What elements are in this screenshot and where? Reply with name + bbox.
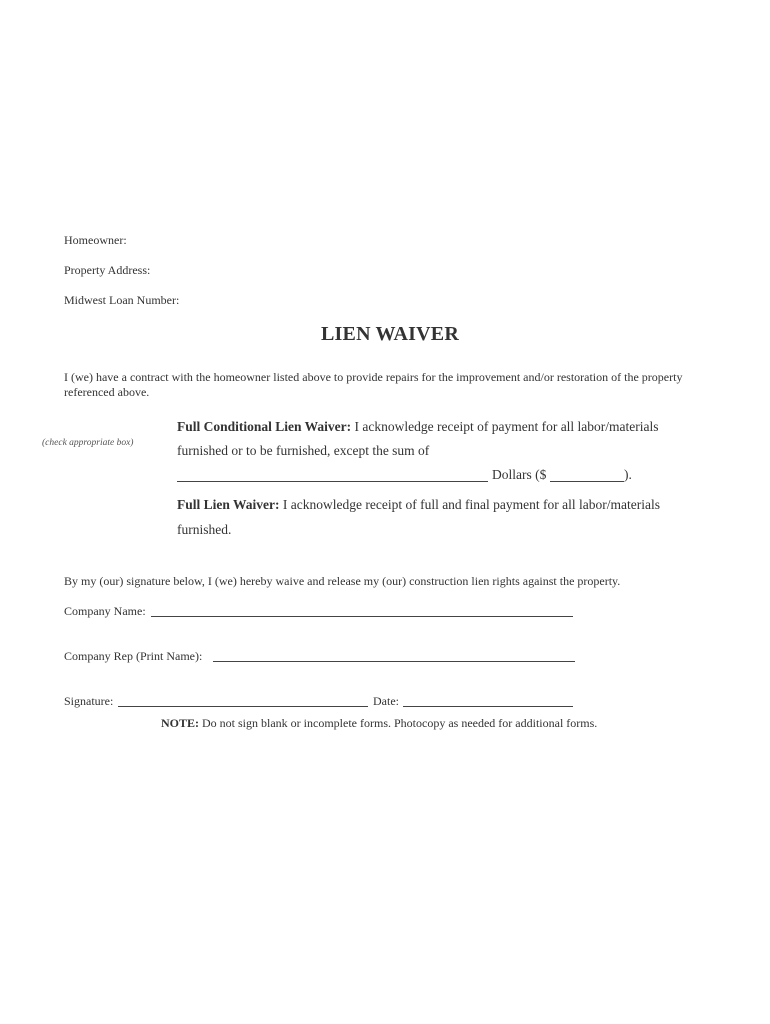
excepted-sum-amount-field[interactable] <box>550 481 624 482</box>
date-field[interactable] <box>403 706 573 707</box>
intro-line-1: I (we) have a contract with the homeowner listed above to provide repairs for the improvement and/or restoration of the property <box>64 370 683 384</box>
full-waiver-line-1 <box>177 497 660 513</box>
intro-line-2: referenced above. <box>64 385 150 399</box>
date-label: Date: <box>373 694 399 708</box>
full-waiver-text-1: I acknowledge receipt of full and final payment for all labor/materials <box>279 497 660 512</box>
note-line <box>161 716 597 731</box>
full-waiver-heading: Full Lien Waiver: <box>177 497 280 512</box>
company-name-field[interactable] <box>151 616 573 617</box>
signature-field[interactable] <box>118 706 368 707</box>
signature-label: Signature: <box>64 694 114 708</box>
loan-number-label: Midwest Loan Number: <box>64 293 180 307</box>
check-box-note: (check appropriate box) <box>42 438 134 448</box>
excepted-sum-words-field[interactable] <box>177 481 488 482</box>
conditional-waiver-heading: Full Conditional Lien Waiver: <box>177 419 352 434</box>
release-statement: By my (our) signature below, I (we) hereby waive and release my (our) construction lien rights against the property. <box>64 574 621 588</box>
note-label: NOTE: <box>161 716 200 730</box>
dollars-prefix: Dollars ($ <box>492 467 547 482</box>
conditional-waiver-line-1 <box>177 419 659 435</box>
conditional-waiver-text-2: furnished or to be furnished, except the sum of <box>177 443 430 458</box>
property-address-label: Property Address: <box>64 263 151 277</box>
page-title: LIEN WAIVER <box>321 323 459 345</box>
conditional-waiver-text-1: I acknowledge receipt of payment for all labor/materials <box>351 419 659 434</box>
company-name-label: Company Name: <box>64 604 146 618</box>
dollars-suffix: ). <box>624 467 632 482</box>
company-rep-label: Company Rep (Print Name): <box>64 649 203 663</box>
full-waiver-text-2: furnished. <box>177 522 232 537</box>
note-text: Do not sign blank or incomplete forms. Photocopy as needed for additional forms. <box>199 716 598 730</box>
homeowner-label: Homeowner: <box>64 233 127 247</box>
company-rep-field[interactable] <box>213 661 575 662</box>
